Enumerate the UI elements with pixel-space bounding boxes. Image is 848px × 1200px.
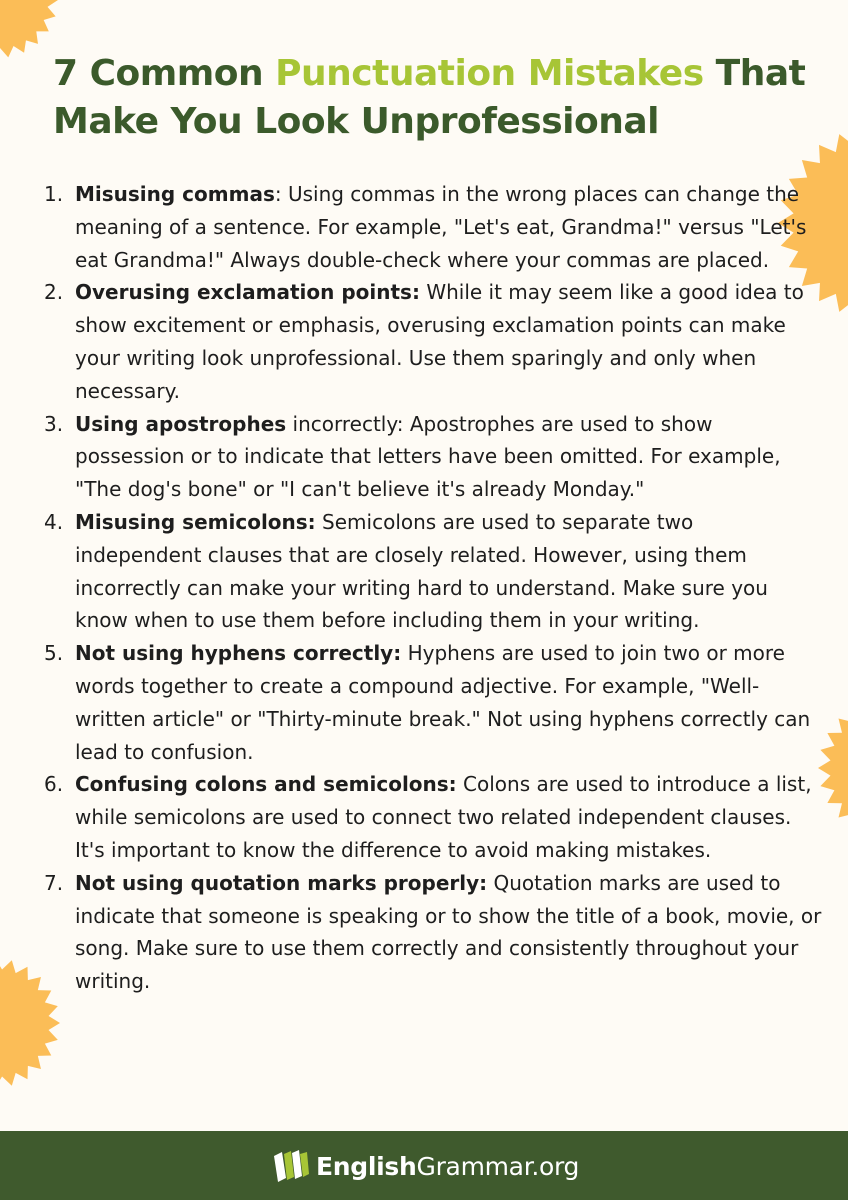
title-part-2: That Make You Look Unprofessional [53,53,806,142]
item-term: Using apostrophes [75,411,287,436]
footer-bar [0,1131,848,1200]
item-term: Misusing commas [75,182,275,206]
title-part-1: 7 Common [53,53,276,94]
list-item [44,408,824,506]
item-text: incorrectly: Apostrophes are used to show possession or to indicate that letters have been omitted. For example, "The dog's bone" or "I can't believe it's already Monday." [75,411,781,502]
list-item [44,867,824,998]
brand-name-regular: Grammar.org [416,1151,580,1181]
brand-name-bold: English [316,1151,417,1181]
item-number: 3. [44,411,64,436]
item-number: 4. [44,509,64,534]
item-text: Hyphens are used to join two or more words together to create a compound adjective. For example, "Well-written article" or "Thirty-minute break." Not using hyphens correctly can lead to confusion. [75,641,811,764]
item-term: Not using quotation marks properly: [75,870,488,895]
item-text: While it may seem like a good idea to show excitement or emphasis, overusing exclamation points can make your writing look unprofessional. Use them sparingly and only when necessary. [75,280,804,403]
list-item [44,276,824,407]
item-text: Semicolons are used to separate two independent clauses that are closely related. However, using them incorrectly can make your writing hard to understand. Make sure you know when to use them before including them in your writing. [75,509,768,633]
item-term: Confusing colons and semicolons: [75,772,457,797]
item-text: Colons are used to introduce a list, while semicolons are used to connect two related independent clauses. It's important to know the difference to avoid making mistakes. [75,772,812,862]
item-number: 1. [44,182,64,206]
item-text: Quotation marks are used to indicate that someone is speaking or to show the title of a book, movie, or song. Make sure to use them correctly and consistently throughout your writing. [75,870,822,994]
title-highlight: Punctuation Mistakes [275,53,704,94]
list-item [44,178,824,276]
list-item [44,506,824,637]
mistakes-list [44,178,824,998]
item-term: Overusing exclamation points: [75,280,420,305]
item-text: : Using commas in the wrong places can change the meaning of a sentence. For example, "Let's eat, Grandma!" versus "Let's eat Grandma!" Always double-check where your commas are placed. [75,182,807,272]
item-number: 7. [44,870,64,895]
starburst-top-left [0,0,58,58]
list-item [44,637,824,768]
book-pages-icon [272,1148,312,1184]
item-number: 6. [44,772,64,797]
item-term: Not using hyphens correctly: [75,641,402,666]
list-item [44,768,824,866]
item-number: 2. [44,280,64,305]
starburst-shape [0,0,58,57]
page-title [53,50,813,146]
item-term: Misusing semicolons: [75,509,316,534]
brand-logo[interactable] [272,1145,579,1187]
brand-name [316,1152,579,1181]
item-number: 5. [44,641,64,666]
